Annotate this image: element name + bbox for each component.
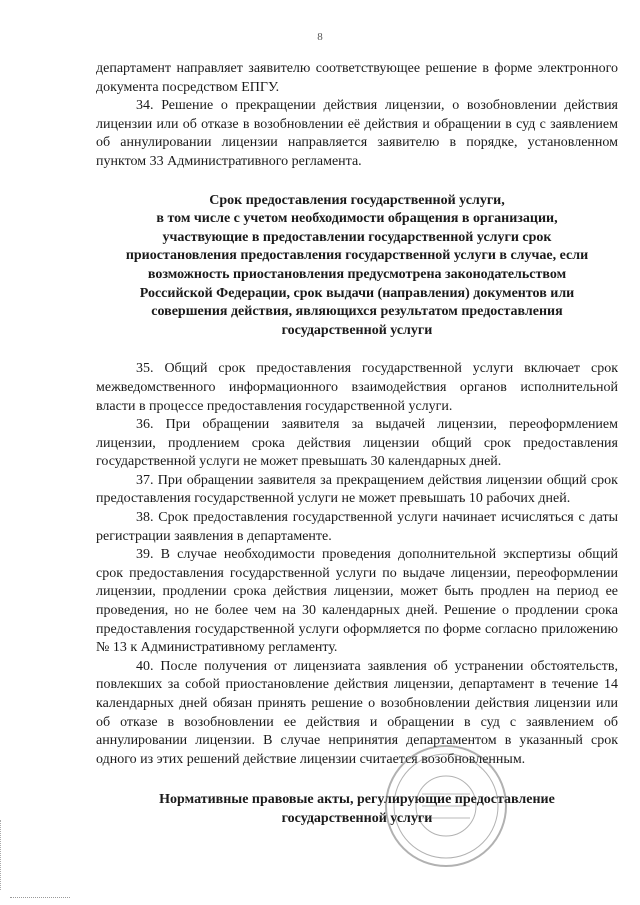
paragraph-35: 35. Общий срок предоставления государственной услуги включает срок межведомственного информационного взаимодействия органов исполнительной власти в процессе предоставления государственной услуги. [96,361,618,414]
heading-line: участвующие в предоставлении государственной услуги срок [162,229,552,245]
section-heading-terms [96,192,618,341]
paragraph-37: 37. При обращении заявителя за прекращением действия лицензии общий срок предоставления государственной услуги не может превышать 10 рабочих дней. [96,472,618,507]
paragraph-38: 38. Срок предоставления государственной услуги начинает исчисляться с даты регистрации заявления в департаменте. [96,510,618,544]
scan-bottom-mark [10,897,70,899]
paragraph-39: 39. В случае необходимости проведения дополнительной экспертизы общий срок предоставления государственной услуги по выдаче лицензии, переоформлении лицензии, продлении срока действия лицензии, может быть продлен на период ее проведения, но не более чем на 30 календарных дней. Решение о продлении срока предоставления государственной услуги оформляется по форме согласно приложению № 13 к Административному регламенту. [96,547,618,656]
heading-line: в том числе с учетом необходимости обращения в организации, [156,211,558,227]
heading-line: совершения действия, являющихся результатом предоставления [151,304,563,320]
heading-line: Нормативные правовые акты, регулирующие предоставление [159,792,555,808]
official-stamp [382,742,510,870]
heading-line: Российской Федерации, срок выдачи (направления) документов или [139,285,575,301]
page-number: 8 [317,31,323,43]
section-heading-legal-acts [96,791,618,828]
paragraph-continuation: департамент направляет заявителю соответствующее решение в форме электронного документа посредством ЕПГУ. [96,61,618,95]
heading-line: государственной услуги [281,322,433,338]
paragraph-34: 34. Решение о прекращении действия лицензии, о возобновлении действия лицензии или об отказе в возобновлении её действия и обращении в суд с заявлением об аннулировании лицензии направляется заявителю в порядке, установленном пунктом 33 Административного регламента. [96,98,618,169]
heading-line: приостановления предоставления государственной услуги в случае, если [125,248,589,264]
heading-line: государственной услуги [281,810,433,826]
document-body [96,60,618,829]
paragraph-40: 40. После получения от лицензиата заявления об устранении обстоятельств, повлекших за собой приостановление действия лицензии, департамент в течение 14 календарных дней обязан принять решение о возобновлении действия лицензии или об отказе в возобновлении ее действия и обращении в суд с заявлением об аннулировании лицензии. В случае непринятия департаментом в указанный срок одного из этих решений действие лицензии считается возобновленным. [96,658,618,767]
paragraph-36: 36. При обращении заявителя за выдачей лицензии, переоформлением лицензии, продлением срока действия лицензии общий срок предоставления государственной услуги не может превышать 30 календарных дней. [96,417,618,470]
scan-edge-mark [0,820,4,890]
heading-line: возможность приостановления предусмотрена законодательством [147,266,567,282]
heading-line: Срок предоставления государственной услуги, [209,192,505,208]
